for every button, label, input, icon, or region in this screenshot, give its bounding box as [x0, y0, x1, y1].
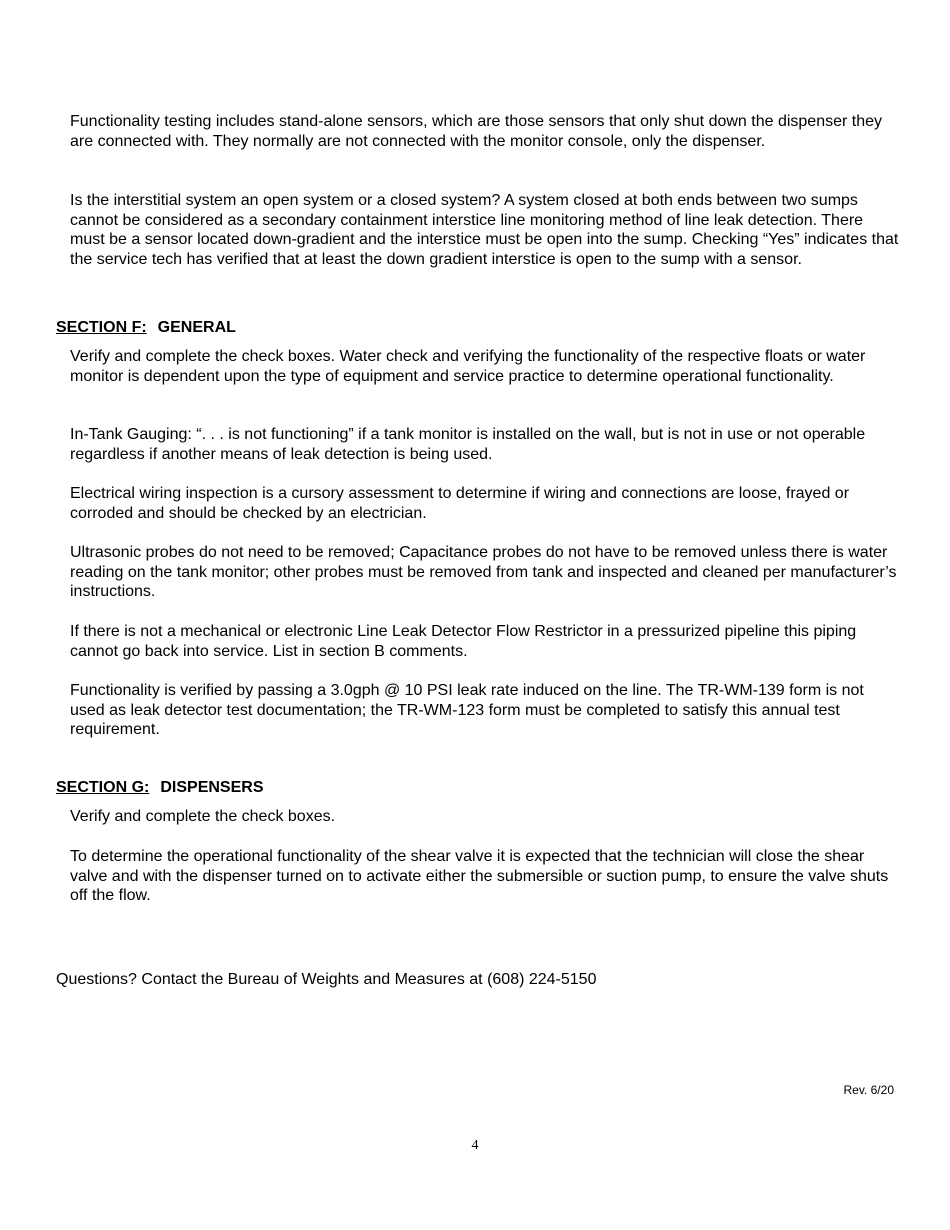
page-number: 4 — [471, 1138, 479, 1153]
section-g-paragraph-shear-valve: To determine the operational functionality of the shear valve it is expected that the technician will close the shear valve and with the dispenser turned on to activate either the submersible or suction pump, to ensure the valve shuts off the flow. — [70, 848, 889, 905]
section-f-paragraph-probes: Ultrasonic probes do not need to be removed; Capacitance probes do not have to be removed unless there is water reading on the tank monitor; other probes must be removed from tank and inspected and cleaned per manufacturer’s instructions. — [70, 544, 897, 601]
section-f-title: GENERAL — [157, 319, 236, 336]
section-g-heading — [56, 778, 263, 798]
section-f-paragraph-in-tank-gauging: In-Tank Gauging: “. . . is not functioning” if a tank monitor is installed on the wall, but is not in use or not operable regardless if another means of leak detection is being used. — [70, 426, 866, 463]
section-f-paragraph-electrical-wiring: Electrical wiring inspection is a cursory assessment to determine if wiring and connections are loose, frayed or corroded and should be checked by an electrician. — [70, 485, 850, 522]
section-g-title: DISPENSERS — [160, 779, 264, 796]
intro-paragraph-interstitial-system: Is the interstitial system an open system or a closed system? A system closed at both ends between two sumps cannot be considered as a secondary containment interstice line monitoring method of line leak detection. There must be a sensor located down-gradient and the interstice must be open into the sump. Checking “Yes” indicates that the service tech has verified that at least the down gradient interstice is open to the sump with a sensor. — [70, 192, 899, 268]
contact-questions-line: Questions? Contact the Bureau of Weights and Measures at (608) 224-5150 — [56, 971, 597, 988]
section-f-heading — [56, 318, 236, 338]
section-f-paragraph-check-boxes: Verify and complete the check boxes. Water check and verifying the functionality of the respective floats or water monitor is dependent upon the type of equipment and service practice to determine operational functionality. — [70, 348, 866, 385]
section-f-label: SECTION F: — [56, 319, 147, 336]
section-g-paragraph-check-boxes: Verify and complete the check boxes. — [70, 808, 336, 825]
revision-date: Rev. 6/20 — [843, 1083, 894, 1097]
section-g-label: SECTION G: — [56, 779, 150, 796]
section-f-paragraph-line-leak-detector: If there is not a mechanical or electronic Line Leak Detector Flow Restrictor in a pressurized pipeline this piping cannot go back into service. List in section B comments. — [70, 623, 857, 660]
section-f-paragraph-functionality-verified: Functionality is verified by passing a 3.0gph @ 10 PSI leak rate induced on the line. The TR-WM-139 form is not used as leak detector test documentation; the TR-WM-123 form must be completed to satisfy this annual test requirement. — [70, 682, 864, 739]
intro-paragraph-stand-alone-sensors: Functionality testing includes stand-alone sensors, which are those sensors that only shut down the dispenser they are connected with. They normally are not connected with the monitor console, only the dispenser. — [70, 113, 883, 150]
